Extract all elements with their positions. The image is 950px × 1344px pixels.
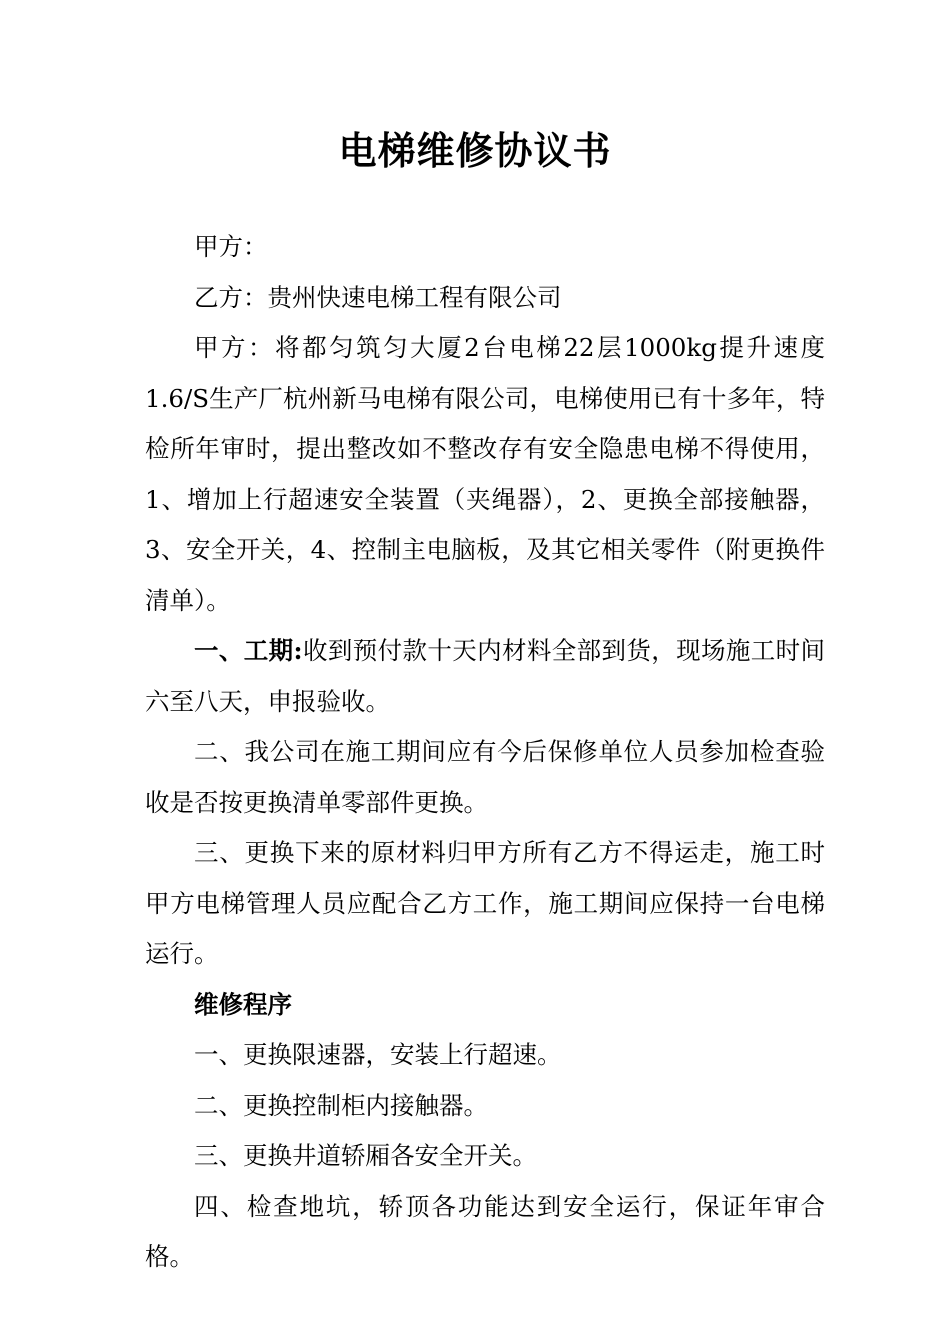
clause-2: 二、我公司在施工期间应有今后保修单位人员参加检查验收是否按更换清单零部件更换。 [145, 737, 825, 817]
clause-1 [145, 626, 825, 727]
party-a-line: 甲方： [194, 232, 268, 261]
document-body [145, 222, 825, 1283]
intro-paragraph: 甲方：将都匀筑匀大厦2台电梯22层1000kg提升速度1.6/S生产厂杭州新马电梯有限公司，电梯使用已有十多年，特检所年审时，提出整改如不整改存有安全隐患电梯不得使用，1、增加上行超速安全装置（夹绳器），2、更换全部接触器，3、安全开关，4、控制主电脑板，及其它相关零件（附更换件清单）。 [145, 333, 825, 615]
procedure-step-3: 三、更换井道轿厢各安全开关。 [194, 1141, 537, 1170]
clause-3: 三、更换下来的原材料归甲方所有乙方不得运走，施工时甲方电梯管理人员应配合乙方工作，施工期间应保持一台电梯运行。 [145, 838, 825, 968]
party-b-line: 乙方：贵州快速电梯工程有限公司 [194, 282, 562, 312]
clause-1-text: 收到预付款十天内材料全部到货，现场施工时间六至八天，申报验收。 [145, 636, 826, 716]
procedure-step-1: 一、更换限速器，安装上行超速。 [194, 1040, 562, 1069]
procedure-heading: 维修程序 [194, 989, 292, 1019]
clause-1-heading: 一、工期: [194, 636, 303, 665]
document-title: 电梯维修协议书 [338, 128, 612, 173]
procedure-step-4: 四、检查地坑，轿顶各功能达到安全运行，保证年审合格。 [145, 1191, 825, 1271]
procedure-step-2: 二、更换控制柜内接触器。 [194, 1090, 488, 1120]
